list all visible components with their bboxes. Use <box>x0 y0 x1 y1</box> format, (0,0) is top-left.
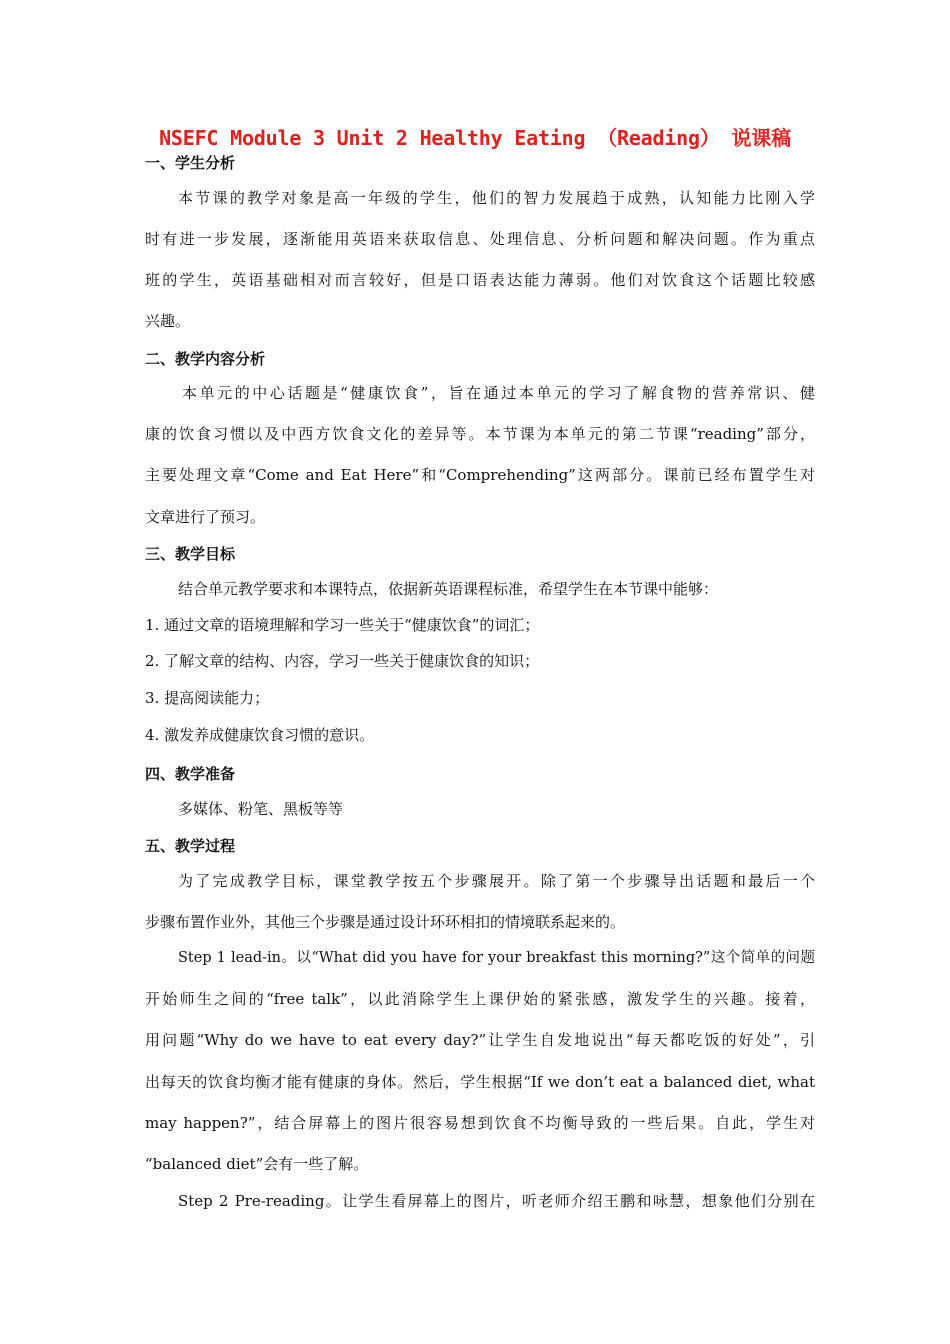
paragraph-line: 步骤布置作业外，其他三个步骤是通过设计环环相扣的情境联系起来的。 <box>145 913 626 931</box>
section-heading-student-analysis: 一、学生分析 <box>145 154 236 172</box>
paragraph-line: 本节课的教学对象是高一年级的学生，他们的智力发展趋于成熟，认知能力比刚入学 <box>178 189 815 207</box>
paragraph-line: 多媒体、粉笔、黑板等等 <box>178 800 344 818</box>
paragraph-line: Step 1 lead-in。以“What did you have for your breakfast this morning?”这个简单的问题 <box>178 950 815 966</box>
paragraph-line: 兴趣。 <box>145 312 191 330</box>
document-title: NSEFC Module 3 Unit 2 Healthy Eating （Reading） 说课稿 <box>159 126 791 150</box>
section-heading-content-analysis: 二、教学内容分析 <box>145 350 266 368</box>
paragraph-line: 本单元的中心话题是“健康饮食”，旨在通过本单元的学习了解食物的营养常识、健 <box>182 384 815 402</box>
section-heading-preparation: 四、教学准备 <box>145 765 236 783</box>
paragraph-line: 主要处理文章“Come and Eat Here”和“Comprehending”这两部分。课前已经布置学生对 <box>145 466 815 484</box>
paragraph-line: 班的学生，英语基础相对而言较好，但是口语表达能力薄弱。他们对饮食这个话题比较感 <box>145 271 815 289</box>
goal-item: 1. 通过文章的语境理解和学习一些关于“健康饮食”的词汇； <box>145 616 540 634</box>
paragraph-line: 时有进一步发展，逐渐能用英语来获取信息、处理信息、分析问题和解决问题。作为重点 <box>145 230 815 248</box>
goal-item: 2. 了解文章的结构、内容，学习一些关于健康饮食的知识； <box>145 652 540 670</box>
paragraph-line: 用问题“Why do we have to eat every day?”让学生自发地说出“每天都吃饭的好处”，引 <box>145 1031 815 1049</box>
paragraph-line: 出每天的饮食均衡才能有健康的身体。然后，学生根据“If we don’t eat a balanced diet, what <box>145 1073 815 1091</box>
paragraph-line: may happen?”，结合屏幕上的图片很容易想到饮食不均衡导致的一些后果。自此，学生对 <box>145 1114 815 1132</box>
goal-item: 4. 激发养成健康饮食习惯的意识。 <box>145 726 375 744</box>
goal-item: 3. 提高阅读能力； <box>145 689 270 707</box>
section-heading-teaching-goals: 三、教学目标 <box>145 545 236 563</box>
paragraph-line: 康的饮食习惯以及中西方饮食文化的差异等。本节课为本单元的第二节课“reading”部分， <box>145 425 815 443</box>
section-heading-process: 五、教学过程 <box>145 837 236 855</box>
paragraph-line: 结合单元教学要求和本课特点，依据新英语课程标准，希望学生在本节课中能够： <box>178 580 719 598</box>
paragraph-line: “balanced diet”会有一些了解。 <box>145 1155 369 1173</box>
paragraph-line: 开始师生之间的“free talk”，以此消除学生上课伊始的紧张感，激发学生的兴趣。接着， <box>145 990 815 1008</box>
paragraph-line: 为了完成教学目标，课堂教学按五个步骤展开。除了第一个步骤导出话题和最后一个 <box>178 872 815 890</box>
paragraph-line: 文章进行了预习。 <box>145 508 266 526</box>
paragraph-line: Step 2 Pre-reading。让学生看屏幕上的图片，听老师介绍王鹏和咏慧，想象他们分别在 <box>178 1192 815 1210</box>
